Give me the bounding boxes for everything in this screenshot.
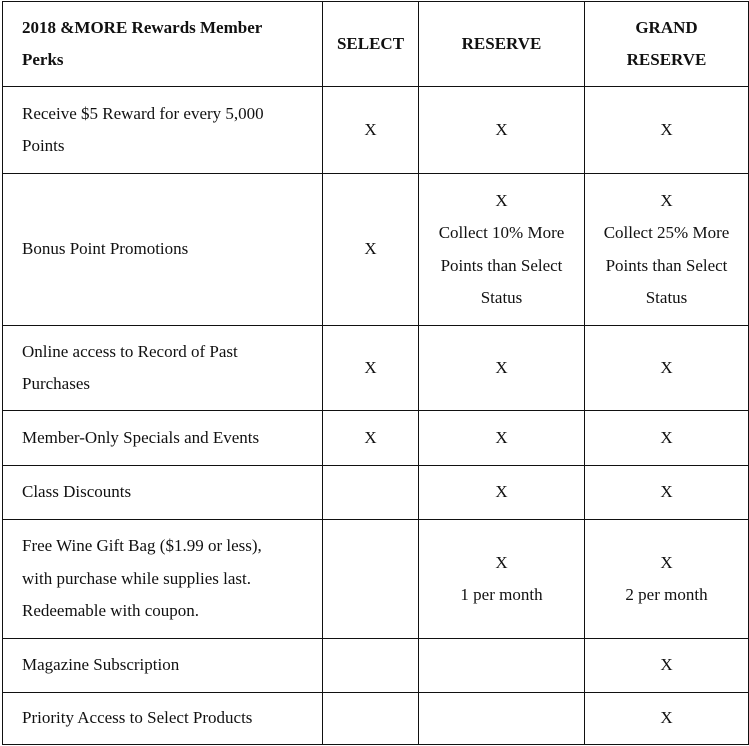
header-perks (3, 2, 323, 87)
table-row (3, 639, 749, 693)
check-mark: X (495, 357, 508, 377)
header-grand-reserve (585, 2, 749, 87)
perk-cell (3, 520, 323, 639)
select-cell (323, 87, 419, 174)
grand-reserve-cell (585, 174, 749, 326)
header-perks-line: 2018 &MORE Rewards Member (22, 17, 263, 37)
header-grand-reserve-line: GRAND (635, 17, 698, 37)
check-mark: X (660, 482, 673, 502)
cell-note: 2 per month (625, 585, 708, 604)
select-cell (323, 520, 419, 639)
table-row (3, 411, 749, 466)
perk-text: Priority Access to Select Products (22, 708, 253, 728)
perk-text: Points (22, 136, 65, 155)
select-cell (323, 326, 419, 411)
header-perks-line: Perks (22, 50, 64, 69)
header-reserve-label: RESERVE (461, 33, 542, 53)
perk-cell (3, 174, 323, 326)
table-row (3, 466, 749, 520)
check-mark: X (495, 552, 508, 572)
header-reserve (419, 2, 585, 87)
grand-reserve-cell (585, 693, 749, 745)
reserve-cell (419, 639, 585, 693)
check-mark: X (660, 655, 673, 675)
cell-note: Collect 10% More (438, 223, 565, 242)
table-row (3, 520, 749, 639)
check-mark: X (495, 119, 508, 139)
grand-reserve-cell (585, 87, 749, 174)
check-mark: X (364, 239, 377, 259)
perk-cell (3, 466, 323, 520)
perk-text: Receive $5 Reward for every 5,000 (22, 103, 264, 123)
grand-reserve-cell (585, 639, 749, 693)
check-mark: X (660, 552, 673, 572)
select-cell (323, 639, 419, 693)
table-row (3, 174, 749, 326)
check-mark: X (660, 427, 673, 447)
reserve-cell (419, 411, 585, 466)
cell-note: Status (645, 288, 688, 307)
perk-text: Free Wine Gift Bag ($1.99 or less), (22, 536, 262, 556)
check-mark: X (660, 357, 673, 377)
cell-note: 1 per month (460, 585, 543, 604)
check-mark: X (364, 427, 377, 447)
cell-note: Status (480, 288, 523, 307)
check-mark: X (495, 427, 508, 447)
cell-note: Points than Select (605, 255, 728, 275)
reserve-cell (419, 326, 585, 411)
perk-cell (3, 326, 323, 411)
reserve-cell (419, 87, 585, 174)
reserve-cell (419, 174, 585, 326)
header-select (323, 2, 419, 87)
cell-note: Collect 25% More (603, 223, 730, 242)
select-cell (323, 693, 419, 745)
perk-cell (3, 411, 323, 466)
grand-reserve-cell (585, 326, 749, 411)
check-mark: X (364, 119, 377, 139)
table-row (3, 326, 749, 411)
grand-reserve-cell (585, 520, 749, 639)
perk-text: with purchase while supplies last. (22, 568, 251, 588)
table-row (3, 87, 749, 174)
check-mark: X (495, 190, 508, 210)
select-cell (323, 174, 419, 326)
rewards-perks-table (2, 1, 749, 745)
check-mark: X (495, 482, 508, 502)
perk-cell (3, 87, 323, 174)
header-row (3, 2, 749, 87)
perk-cell (3, 639, 323, 693)
reserve-cell (419, 466, 585, 520)
perk-text: Redeemable with coupon. (22, 601, 200, 621)
header-select-label: SELECT (336, 33, 405, 53)
reserve-cell (419, 520, 585, 639)
table-row (3, 693, 749, 745)
check-mark: X (364, 357, 377, 377)
grand-reserve-cell (585, 466, 749, 520)
check-mark: X (660, 119, 673, 139)
perk-text: Magazine Subscription (22, 655, 180, 675)
perk-text: Member-Only Specials and Events (22, 427, 260, 447)
header-grand-reserve-line: RESERVE (626, 50, 707, 69)
perk-text: Online access to Record of Past (22, 341, 238, 361)
perk-text: Bonus Point Promotions (22, 239, 189, 259)
cell-note: Points than Select (440, 255, 563, 275)
perk-text: Purchases (22, 374, 90, 393)
select-cell (323, 466, 419, 520)
check-mark: X (660, 190, 673, 210)
perk-text: Class Discounts (22, 482, 132, 502)
reserve-cell (419, 693, 585, 745)
grand-reserve-cell (585, 411, 749, 466)
check-mark: X (660, 708, 673, 728)
perk-cell (3, 693, 323, 745)
select-cell (323, 411, 419, 466)
